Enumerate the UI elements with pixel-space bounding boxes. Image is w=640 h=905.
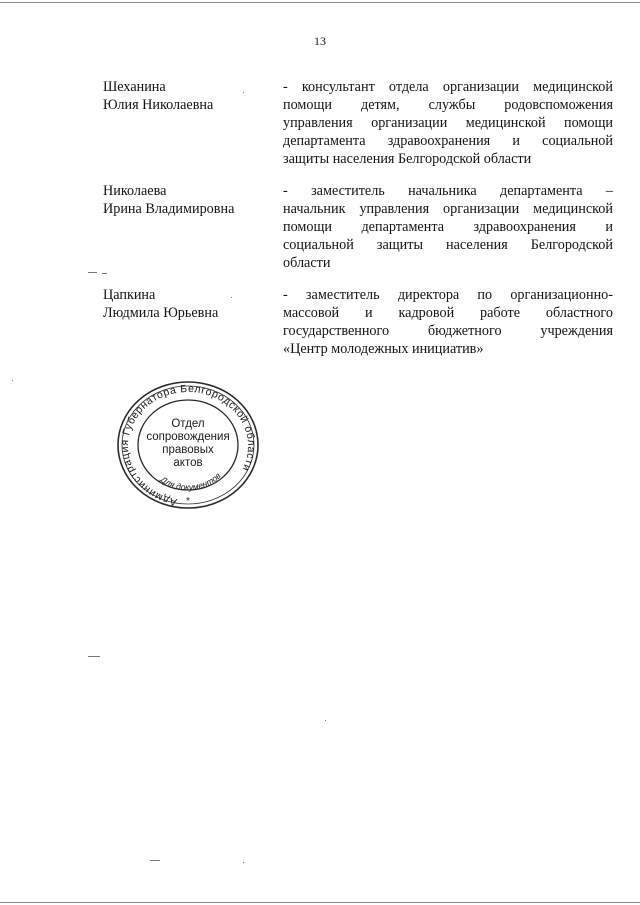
member-position	[283, 78, 613, 168]
member-position	[283, 286, 613, 358]
stamp-inner-text: Для документов	[158, 470, 223, 493]
stamp-outer-text: Администрация Губернатора Белгородской области	[118, 382, 258, 509]
member-name	[103, 78, 273, 114]
member-surname: Цапкина	[103, 287, 156, 303]
position-line: управления организации медицинской помощи	[283, 115, 613, 131]
stamp-center-line: правовых	[162, 444, 214, 456]
position-line: - заместитель директора по организационно-	[283, 287, 613, 303]
member-given-names: Ирина Владимировна	[103, 201, 235, 217]
stamp-star: *	[186, 496, 190, 507]
scan-speck	[243, 862, 244, 863]
member-entry	[103, 78, 613, 170]
position-line: департамента здравоохранения и социальной	[283, 133, 613, 149]
member-surname: Николаева	[103, 183, 167, 199]
scan-speck	[243, 92, 244, 93]
member-position	[283, 182, 613, 272]
position-line: «Центр молодежных инициатив»	[283, 341, 484, 357]
scan-speck	[102, 273, 107, 274]
scan-speck	[88, 272, 97, 273]
position-line: начальник управления организации медицинской	[283, 201, 613, 217]
scan-speck	[88, 656, 100, 657]
stamp-center-line: Отдел	[171, 418, 205, 430]
svg-text:Для документов	[158, 470, 223, 492]
stamp-center-line: сопровождения	[146, 431, 230, 443]
position-line: помощи департамента здравоохранения и	[283, 219, 613, 235]
position-line: социальной защиты населения Белгородской	[283, 237, 613, 253]
page-bottom-edge	[0, 902, 640, 903]
member-name	[103, 182, 273, 218]
position-line: помощи детям, службы родовспоможения	[283, 97, 613, 113]
page-number: 13	[314, 34, 326, 48]
position-line: области	[283, 255, 331, 271]
member-entry	[103, 286, 613, 360]
position-line: массовой и кадровой работе областного	[283, 305, 613, 321]
stamp-center-text	[143, 418, 233, 470]
page-top-edge	[0, 2, 640, 3]
scan-speck	[12, 380, 13, 381]
position-line: защиты населения Белгородской области	[283, 151, 532, 167]
member-name	[103, 286, 273, 322]
scan-speck	[150, 860, 160, 861]
scan-speck	[325, 720, 326, 721]
member-given-names: Юлия Николаевна	[103, 97, 214, 113]
member-given-names: Людмила Юрьевна	[103, 305, 219, 321]
position-line: государственного бюджетного учреждения	[283, 323, 613, 339]
official-stamp	[116, 380, 260, 510]
member-entry	[103, 182, 613, 274]
position-line: - консультант отдела организации медицинской	[283, 79, 613, 95]
scan-speck	[231, 297, 232, 298]
stamp-center-line: актов	[173, 457, 203, 469]
position-line: - заместитель начальника департамента –	[283, 183, 613, 199]
member-surname: Шеханина	[103, 79, 166, 95]
